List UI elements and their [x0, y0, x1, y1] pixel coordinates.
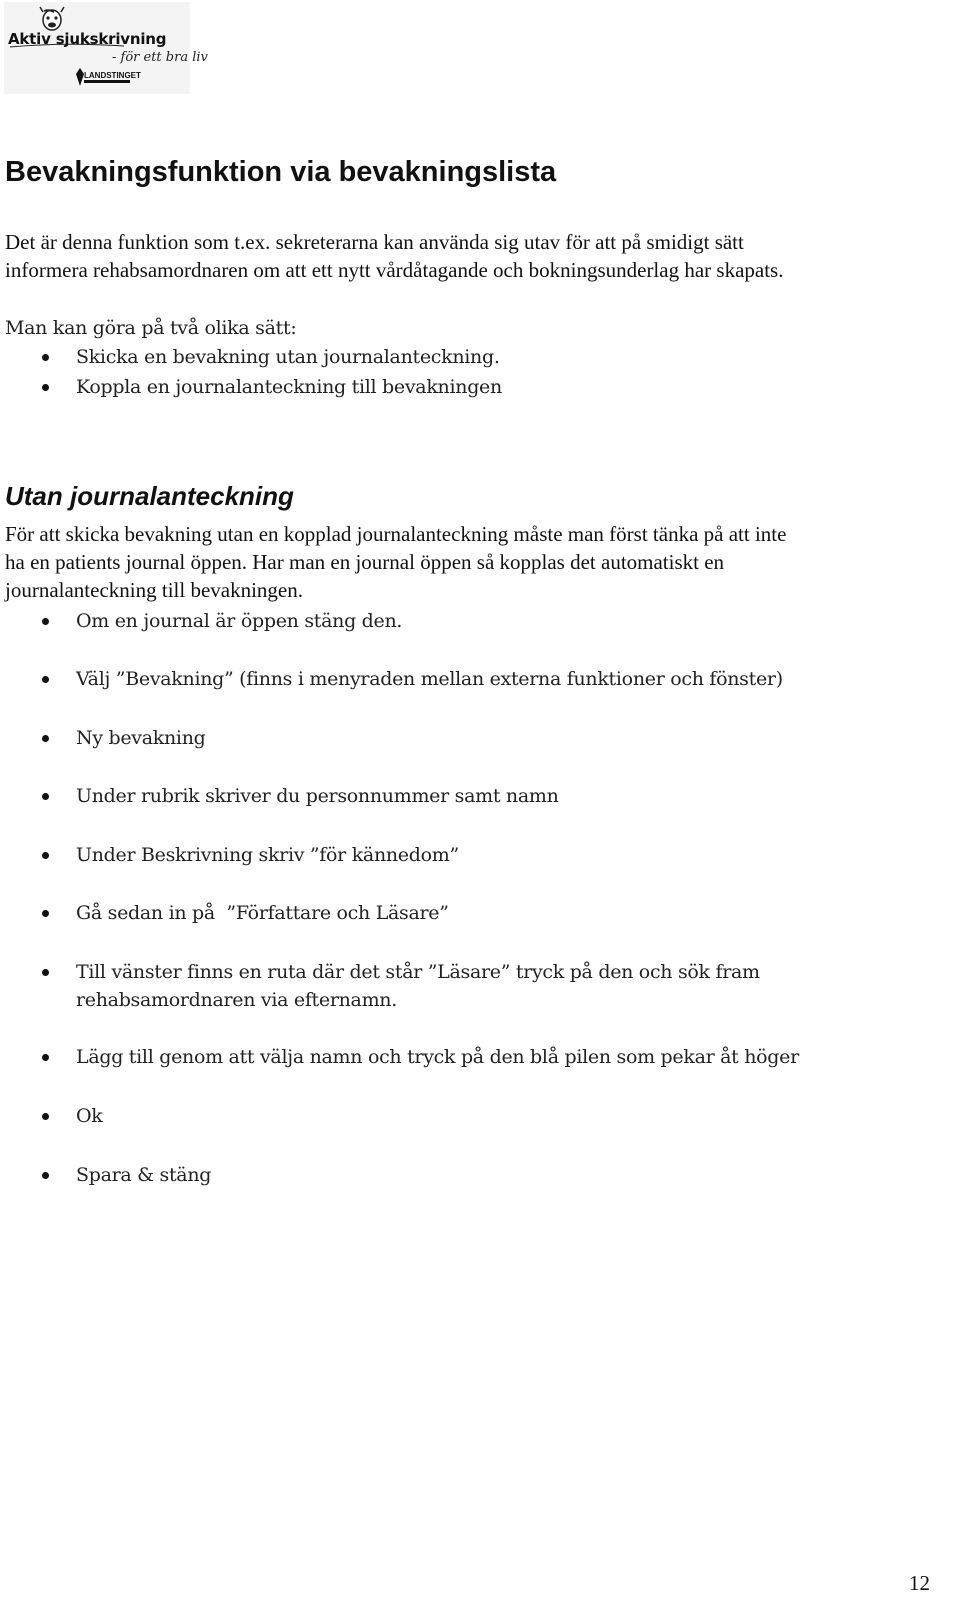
cow-mascot-icon — [4, 2, 190, 94]
section-heading: Utan journalanteckning — [5, 481, 294, 511]
ways-intro: Man kan göra på två olika sätt: — [5, 317, 297, 339]
list-item-text: Lägg till genom att välja namn och tryck på den blå pilen som pekar åt höger — [76, 1046, 799, 1068]
list-item-text: Ok — [76, 1105, 103, 1127]
section-line-1: För att skicka bevakning utan en kopplad journalanteckning måste man först tänka på att inte — [5, 522, 787, 546]
bullet-icon — [42, 1172, 49, 1179]
section-line-3: journalanteckning till bevakningen. — [5, 578, 303, 602]
aktiv-sjukskrivning-logo — [4, 2, 208, 94]
list-item-text: Spara & stäng — [76, 1164, 212, 1186]
bullet-icon — [42, 852, 49, 859]
logo-tagline: - för ett bra liv — [112, 50, 208, 65]
bullet-icon — [42, 969, 49, 976]
bullet-icon — [42, 384, 49, 391]
list-item-text: Välj ”Bevakning” (finns i menyraden mellan externa funktioner och fönster) — [76, 668, 783, 690]
bullet-icon — [42, 793, 49, 800]
logo-title: Aktiv sjukskrivning — [8, 30, 167, 48]
list-item-text: Under rubrik skriver du personnummer samt namn — [76, 785, 559, 807]
list-item-text: Skicka en bevakning utan journalanteckning. — [76, 346, 500, 368]
list-item-text: Under Beskrivning skriv ”för kännedom” — [76, 844, 459, 866]
logo-org: LANDSTINGET — [84, 71, 141, 80]
list-item-text: Ny bevakning — [76, 727, 206, 749]
bullet-icon — [42, 735, 49, 742]
bullet-icon — [42, 910, 49, 917]
bullet-icon — [42, 354, 49, 361]
bullet-icon — [42, 1054, 49, 1061]
list-item-text: Gå sedan in på ”Författare och Läsare” — [76, 902, 449, 924]
list-item-text: Till vänster finns en ruta där det står ”Läsare” tryck på den och sök fram rehabsamordnaren via efternamn. — [76, 961, 760, 1011]
page-number: 12 — [909, 1571, 930, 1595]
list-item-text: Koppla en journalanteckning till bevakningen — [76, 376, 502, 398]
bullet-icon — [42, 1113, 49, 1120]
intro-line-2: informera rehabsamordnaren om att ett nytt vårdåtagande och bokningsunderlag har skapats. — [5, 258, 784, 282]
bullet-icon — [42, 676, 49, 683]
section-line-2: ha en patients journal öppen. Har man en journal öppen så kopplas det automatiskt en — [5, 550, 725, 574]
list-item-text: Om en journal är öppen stäng den. — [76, 610, 403, 632]
intro-line-1: Det är denna funktion som t.ex. sekreterarna kan använda sig utav för att på smidigt sätt — [5, 230, 744, 254]
page-title: Bevakningsfunktion via bevakningslista — [5, 156, 557, 188]
bullet-icon — [42, 618, 49, 625]
